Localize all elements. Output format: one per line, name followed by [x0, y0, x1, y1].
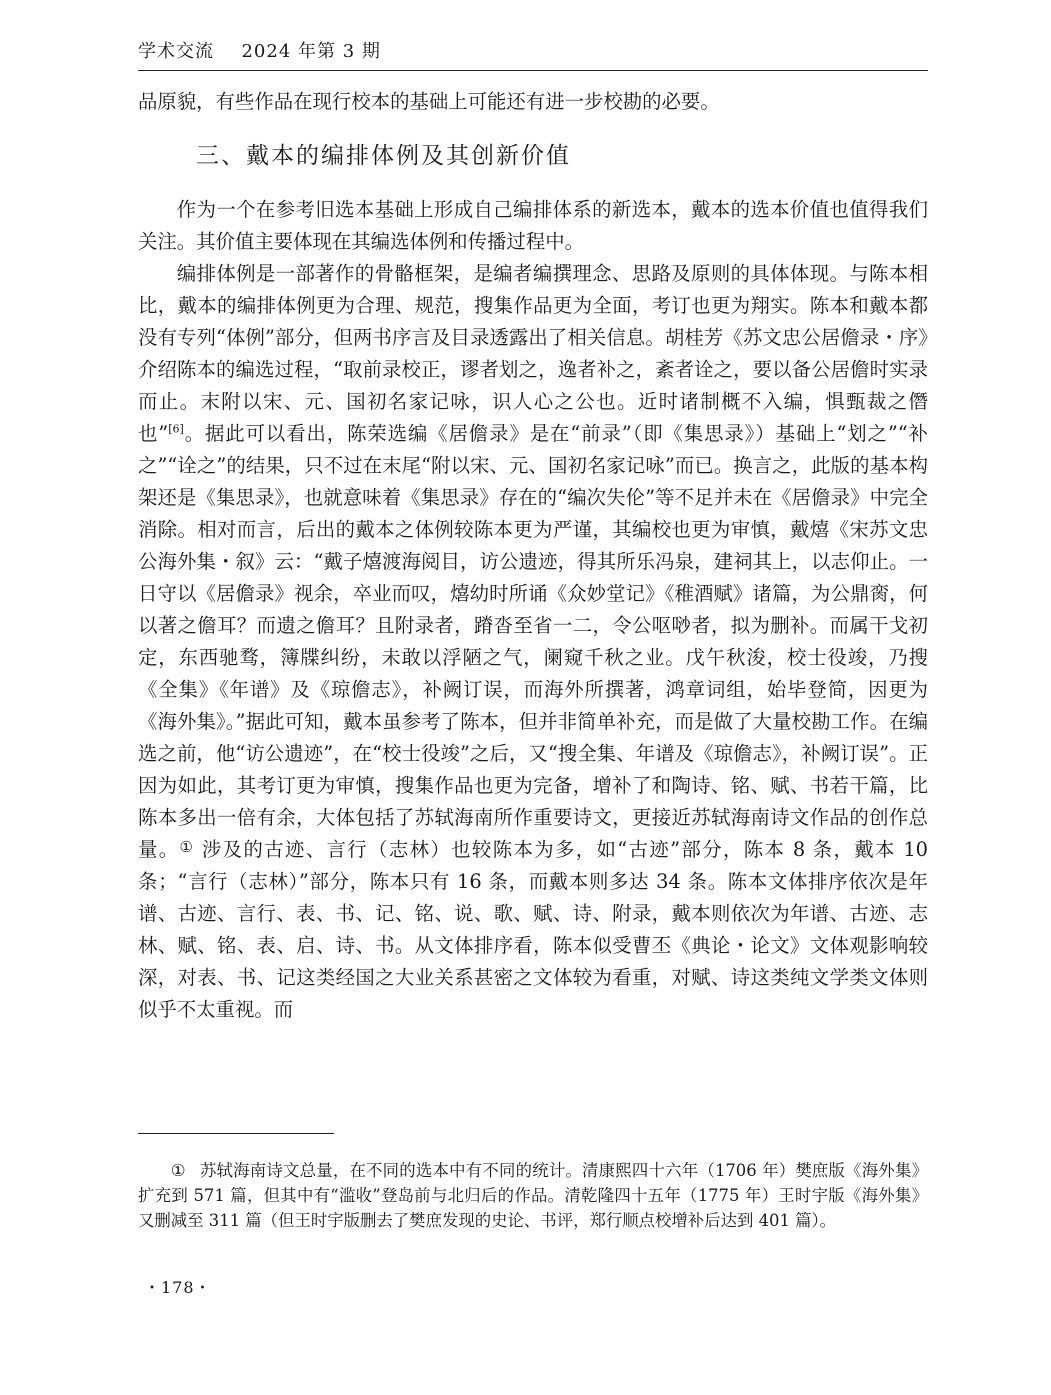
header-rule [138, 70, 928, 71]
issue-label: 2024 年第 3 期 [241, 41, 381, 62]
footnote-ref[interactable]: ① [179, 838, 195, 856]
paragraph-text: 涉及的古迹、言行（志林）也较陈本为多，如“古迹”部分，陈本 8 条，戴本 10 条；“言行（志林）”部分，陈本只有 16 条，而戴本则多达 34 条。陈本文体排序依次是年谱、古迹、言行、表、书、记、铭、说、歌、赋、诗、附录，戴本则依次为年谱、古迹、志林、赋、铭、表、启、诗、书。从文体排序看，陈本似受曹丕《典论・论文》文体观影响较深，对表、书、记这类经国之大业关系甚密之文体较为看重，对赋、诗这类纯文学类文体则似乎不太重视。而 [138, 838, 928, 1021]
footnote-marker: ① [170, 1161, 186, 1180]
journal-name: 学术交流 [138, 41, 214, 62]
footnote-paragraph [138, 1158, 928, 1233]
paragraph-text: 编排体例是一部著作的骨骼框架，是编者编撰理念、思路及原则的具体体现。与陈本相比，戴本的编排体例更为合理、规范，搜集作品更为全面，考订也更为翔实。陈本和戴本都没有专列“体例”部分，但两书序言及目录透露出了相关信息。胡桂芳《苏文忠公居儋录・序》介绍陈本的编选过程，“取前录校正，谬者划之，逸者补之，紊者诠之，要以备公居儋时实录而止。末附以宋、元、国初名家记咏，识人心之公也。近时诸制概不入编，惧甄裁之僭也” [138, 262, 928, 445]
page-number: ・178・ [144, 1278, 212, 1297]
footnote-text: 苏轼海南诗文总量，在不同的选本中有不同的统计。清康熙四十六年（1706 年）樊庶版《海外集》扩充到 571 篇，但其中有“滥收”登岛前与北归后的作品。清乾隆四十五年（1775 年）王时宇版《海外集》又删减至 311 篇（但王时宇版删去了樊庶发现的史论、书评，郑行顺点校增补后达到 401 篇）。 [138, 1161, 928, 1230]
paragraph-continued: 品原貌，有些作品在现行校本的基础上可能还有进一步校勘的必要。 [138, 90, 720, 113]
citation-ref[interactable]: [6] [168, 422, 184, 436]
paragraph [138, 258, 928, 1026]
section-heading: 三、戴本的编排体例及其创新价值 [196, 143, 571, 169]
paragraph: 作为一个在参考旧选本基础上形成自己编排体系的新选本，戴本的选本价值也值得我们关注。其价值主要体现在其编选体例和传播过程中。 [138, 198, 928, 253]
footnote [138, 1158, 928, 1233]
running-header [138, 38, 928, 66]
paragraph-text: 。据此可以看出，陈荣选编《居儋录》是在“前录”（即《集思录》）基础上“划之”“补之”“诠之”的结果，只不过在末尾“附以宋、元、国初名家记咏”而已。换言之，此版的基本构架还是《集思录》，也就意味着《集思录》存在的“编次失伦”等不足并未在《居儋录》中完全消除。相对而言，后出的戴本之体例较陈本更为严谨，其编校也更为审慎，戴熺《宋苏文忠公海外集・叙》云：“戴子熺渡海阅目，访公遗迹，得其所乐冯泉，建祠其上，以志仰止。一日守以《居儋录》视余，卒业而叹，熺幼时所诵《众妙堂记》《稚酒赋》诸篇，为公鼎脔，何以著之儋耳？而遗之儋耳？且附录者，蹐沓至省一二，令公呕唦者，拟为删补。而属干戈初定，东西驰骛，簿牒纠纷，未敢以浮陋之气，阑窥千秋之业。戊午秋浚，校士役竣，乃搜《全集》《年谱》及《琼儋志》，补阙订误，而海外所撰著，鸿章词组，始毕登简，因更为《海外集》。”据此可知，戴本虽参考了陈本，但并非简单补充，而是做了大量校勘工作。在编选之前，他“访公遗迹”，在“校士役竣”之后，又“搜全集、年谱及《琼儋志》，补阙订误”。正因为如此，其考订更为审慎，搜集作品也更为完备，增补了和陶诗、铭、赋、书若干篇，比陈本多出一倍有余，大体包括了苏轼海南所作重要诗文，更接近苏轼海南诗文作品的创作总量。 [138, 422, 928, 861]
footnote-rule [138, 1133, 334, 1134]
main-text [138, 86, 928, 1026]
